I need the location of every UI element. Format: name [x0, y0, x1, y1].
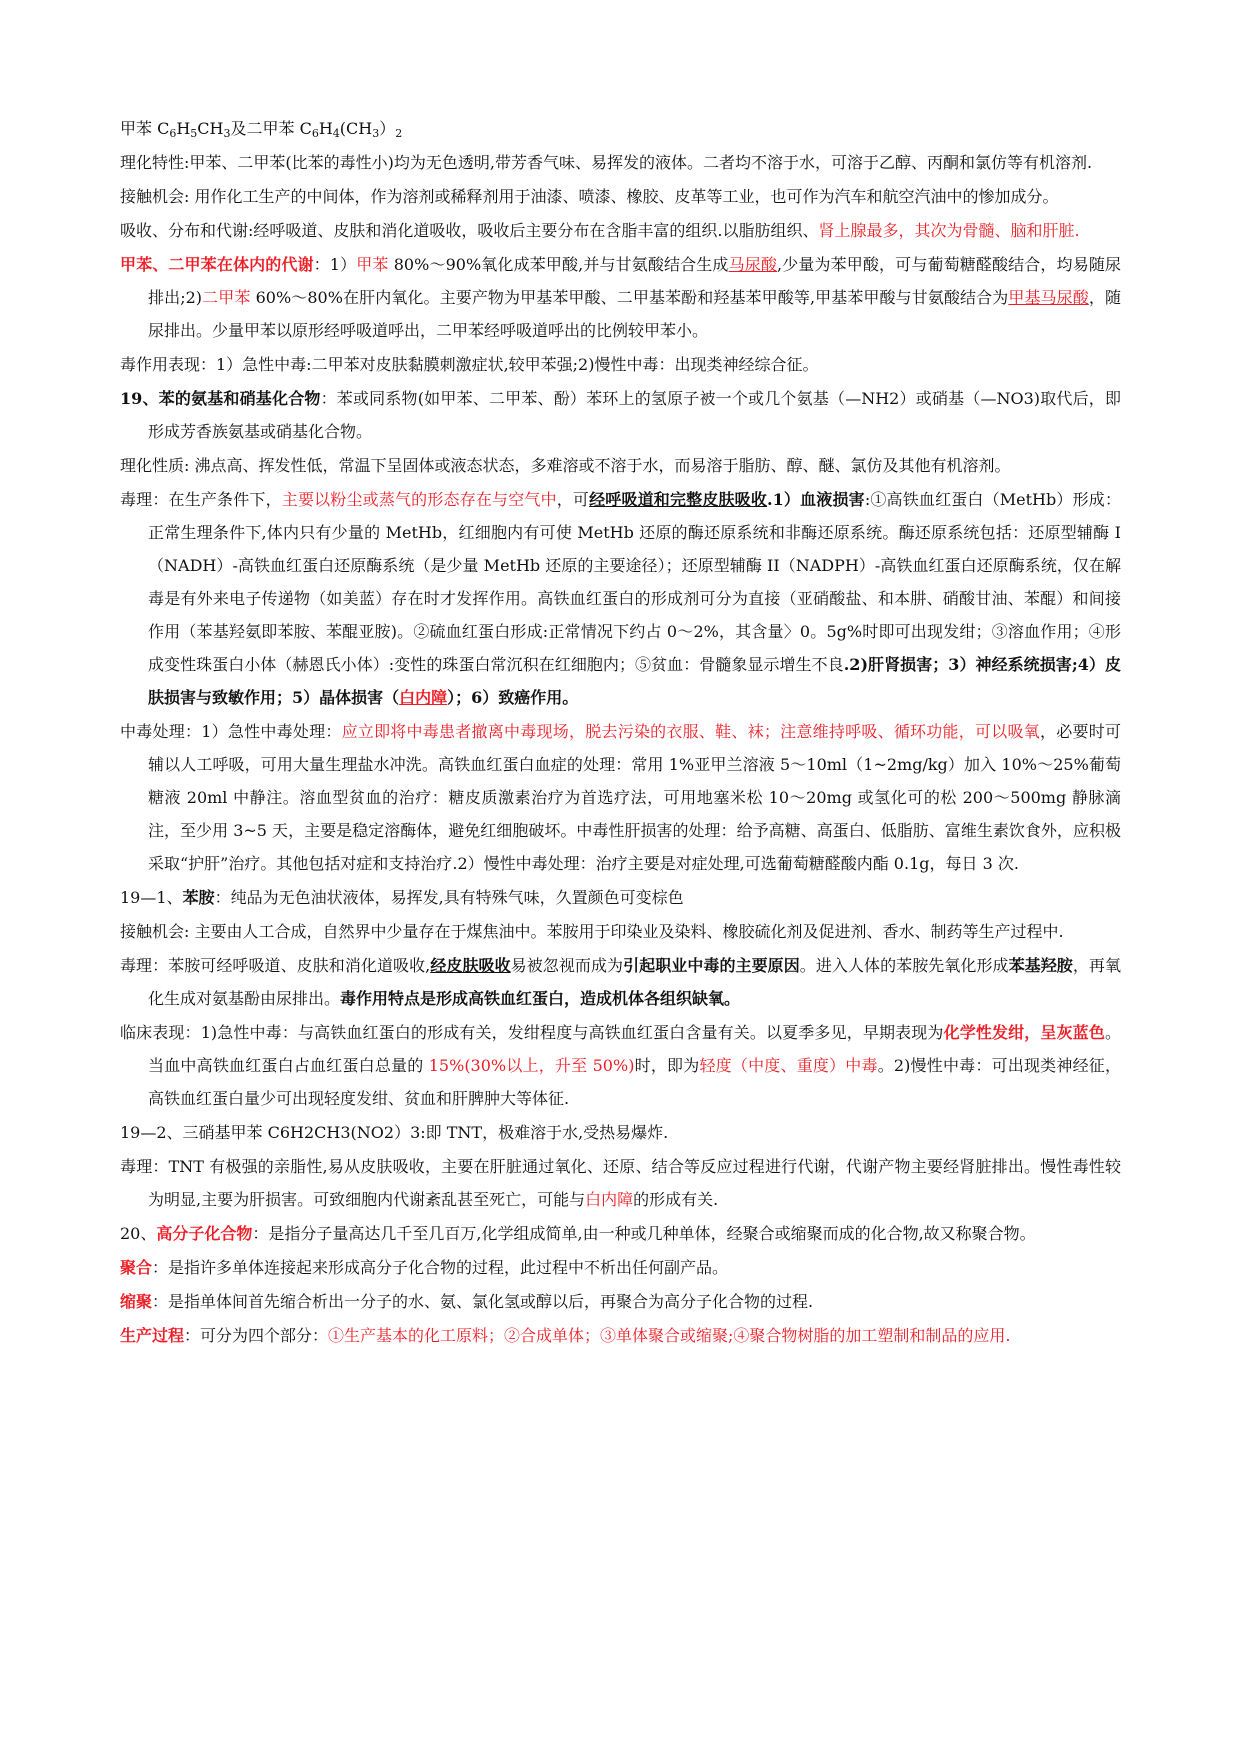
paragraph-p08 [120, 449, 1121, 482]
text-run: 苯基羟胺 [1008, 956, 1073, 975]
text-run: 引起职业中毒的主要原因 [623, 956, 800, 975]
subscript-text: 4 [332, 127, 340, 140]
text-run: 80%～90%氧化成苯甲酸,并与甘氨酸结合生成 [388, 255, 729, 274]
highlighted-text: 15%(30%以上，升至 50%) [428, 1056, 635, 1075]
highlighted-text: 聚合 [120, 1258, 153, 1277]
paragraph-p12 [120, 915, 1121, 948]
text-run: 经呼吸道和完整皮肤吸收 [589, 490, 768, 509]
text-run: 接触机会: 用作化工生产的中间体，作为溶剂或稀释剂用于油漆、喷漆、橡胶、皮革等工业，也可作为汽车和航空汽油中的惨加成分。 [120, 187, 1059, 206]
text-run: 临床表现：1)急性中毒：与高铁血红蛋白的形成有关，发绀程度与高铁血红蛋白含量有关。以夏季多见，早期表现为 [120, 1023, 944, 1042]
subscript-text: 3 [223, 127, 231, 140]
text-run: 苯胺 [182, 888, 215, 907]
highlighted-text: 缩聚 [120, 1292, 153, 1311]
text-run: 19、苯的氨基和硝基化合物 [120, 389, 321, 408]
text-run: .2)肝肾损害；3）神经系统损害;4）皮肤损害与致敏作用；5）晶体损害（ [148, 655, 1121, 707]
highlighted-text: 二甲苯 [202, 288, 251, 307]
highlighted-text: 白内障 [585, 1190, 634, 1209]
text-run: (CH [339, 119, 373, 138]
text-run: ：是指分子量高达几千至几百万,化学组成简单,由一种或几种单体，经聚合或缩聚而成的化合物,故又称聚合物。 [252, 1224, 1036, 1243]
text-run: ，必要时可辅以人工呼吸，可用大量生理盐水冲洗。高铁血红蛋白血症的处理：常用 1%亚甲兰溶液 5～10ml（1~2mg/kg）加入 10%～25%葡萄糖液 20ml 中静注。溶血型贫血的治疗：糖皮质激素治疗为首选疗法，可用地塞米松 10～20mg 或氢化可的松 200～500mg 静脉滴注，至少用 3~5 天，主要是稳定溶酶体，避免红细胞破坏。中毒性肝损害的处理：给予高糖、高蛋白、低脂肪、富维生素饮食外，应积极采取“护肝”治疗。其他包括对症和支持治疗.2）慢性中毒处理：治疗主要是对症处理,可选葡萄糖醛酸内酯 0.1g，每日 3 次. [148, 722, 1121, 873]
paragraph-p18 [120, 1251, 1121, 1284]
highlighted-text: 马尿酸 [728, 255, 777, 274]
text-run: ：是指单体间首先缩合析出一分子的水、氨、氯化氢或醇以后，再聚合为高分子化合物的过程. [152, 1292, 814, 1311]
paragraph-p13 [120, 949, 1121, 1015]
highlighted-text: 肾上腺最多，其次为骨髓、脑和肝脏. [818, 221, 1080, 240]
highlighted-text: 白内障 [399, 688, 448, 707]
text-run: 经皮肤吸收 [430, 956, 511, 975]
paragraph-p03 [120, 180, 1121, 213]
highlighted-text: 甲苯 [356, 255, 389, 274]
text-run: 时，即为 [634, 1056, 700, 1075]
paragraph-p02 [120, 146, 1121, 179]
text-run: 中毒处理：1）急性中毒处理： [120, 722, 342, 741]
text-run: 60%～80%在肝内氧化。主要产物为甲基苯甲酸、二甲基苯酚和羟基苯甲酸等,甲基苯甲酸与甘氨酸结合为 [250, 288, 1009, 307]
text-run: :①高铁血红蛋白（MetHb）形成：正常生理条件下,体内只有少量的 MetHb，红细胞内有可使 MetHb 还原的酶还原系统和非酶还原系统。酶还原系统包括：还原型辅酶 I（NADH）-高铁血红蛋白还原酶系统（是少量 MetHb 还原的主要途径）；还原型辅酶 II（NADPH）-高铁血红蛋白还原酶系统，仅在解毒是有外来电子传递物（如美蓝）存在时才发挥作用。高铁血红蛋白的形成剂可分为直接（亚硝酸盐、和本肼、硝酸甘油、苯醌）和间接作用（苯基羟氨即苯胺、苯醌亚胺)。②硫血红蛋白形成:正常情况下约占 0～2%，其含量〉0。5g%时即可出现发绀；③溶血作用；④形成变性珠蛋白小体（赫恩氏小体）:变性的珠蛋白常沉积在红细胞内；⑤贫血：骨髓象显示增生不良 [148, 490, 1121, 674]
text-run: 19—2、三硝基甲苯 C6H2CH3(NO2）3:即 TNT，极难溶于水,受热易爆炸. [120, 1123, 669, 1142]
text-run: 。进入人体的苯胺先氧化形成 [799, 956, 1009, 975]
highlighted-text: 甲苯、二甲苯在体内的代谢 [120, 255, 314, 274]
text-run: ） [379, 119, 396, 138]
paragraph-p09 [120, 483, 1121, 714]
text-run: ：1） [313, 255, 357, 274]
text-run: 及二甲苯 C [230, 119, 312, 138]
subscript-text: 3 [372, 127, 380, 140]
text-run: 19—1、 [120, 888, 183, 907]
subscript-text: 6 [169, 127, 177, 140]
text-run: 接触机会: 主要由人工合成，自然界中少量存在于煤焦油中。苯胺用于印染业及染料、橡胶硫化剂及促进剂、香水、制药等生产过程中. [120, 922, 1064, 941]
paragraph-p17 [120, 1217, 1121, 1250]
text-run: ，随尿排出。少量甲苯以原形经呼吸道呼出，二甲苯经呼吸道呼出的比例较甲苯小。 [148, 288, 1121, 340]
paragraph-p01 [120, 112, 1121, 145]
highlighted-text: 应立即将中毒患者撤离中毒现场，脱去污染的衣服、鞋、袜；注意维持呼吸、循环功能，可以吸氧 [341, 722, 1040, 741]
text-run: ：苯或同系物(如甲苯、二甲苯、酚）苯环上的氢原子被一个或几个氨基（—NH2）或硝基（—NO3)取代后，即形成芳香族氨基或硝基化合物。 [148, 389, 1121, 441]
paragraph-p15 [120, 1116, 1121, 1149]
paragraph-p16 [120, 1150, 1121, 1216]
highlighted-text: 甲基马尿酸 [1008, 288, 1089, 307]
text-run: 理化性质: 沸点高、挥发性低，常温下呈固体或液态状态，多难溶或不溶于水，而易溶于脂肪、醇、醚、氯仿及其他有机溶剂。 [120, 456, 1011, 475]
text-run: 吸收、分布和代谢:经呼吸道、皮肤和消化道吸收，吸收后主要分布在含脂丰富的组织.以脂肪组织、 [120, 221, 819, 240]
text-run: H [176, 119, 191, 138]
paragraph-p10 [120, 715, 1121, 880]
paragraph-p06 [120, 348, 1121, 381]
text-run: 毒理：苯胺可经呼吸道、皮肤和消化道吸收, [120, 956, 431, 975]
subscript-text: 6 [311, 127, 319, 140]
text-run: ：纯品为无色油状液体，易挥发,具有特殊气味，久置颜色可变棕色 [214, 888, 684, 907]
text-run: 毒理：在生产条件下， [120, 490, 282, 509]
highlighted-text: 轻度（中度、重度）中毒 [699, 1056, 878, 1075]
text-run: CH [197, 119, 224, 138]
paragraph-p04 [120, 214, 1121, 247]
paragraph-p11 [120, 881, 1121, 914]
paragraph-p07 [120, 382, 1121, 448]
subscript-text: 5 [190, 127, 198, 140]
highlighted-text: 生产过程 [120, 1326, 185, 1345]
text-run: 20、 [120, 1224, 157, 1243]
text-run: 。当血中高铁血红蛋白占血红蛋白总量的 [148, 1023, 1121, 1075]
text-run: 甲苯 C [120, 119, 170, 138]
text-run: H [318, 119, 333, 138]
highlighted-text: ①生产基本的化工原料；②合成单体；③单体聚合或缩聚;④聚合物树脂的加工塑制和制品的应用. [328, 1326, 1011, 1345]
text-run: ，再氧化生成对氨基酚由尿排出。 [148, 956, 1121, 1008]
highlighted-text: 化学性发绀，呈灰蓝色 [943, 1023, 1105, 1042]
text-run: 。2)慢性中毒：可出现类神经征，高铁血红蛋白量少可出现轻度发绀、贫血和肝脾肿大等体征. [148, 1056, 1121, 1108]
text-run: 易被忽视而成为 [510, 956, 624, 975]
text-run: ：是指许多单体连接起来形成高分子化合物的过程，此过程中不析出任何副产品。 [152, 1258, 729, 1277]
highlighted-text: 高分子化合物 [156, 1224, 253, 1243]
text-run: ,少量为苯甲酸，可与葡萄糖醛酸结合，均易随尿排出;2) [148, 255, 1121, 307]
text-run: ，可 [556, 490, 590, 509]
text-run: 理化特性:甲苯、二甲苯(比苯的毒性小)均为无色透明,带芳香气味、易挥发的液体。二者均不溶于水，可溶于乙醇、丙酮和氯仿等有机溶剂. [120, 153, 1093, 172]
text-run: 毒作用表现：1）急性中毒:二甲苯对皮肤黏膜刺激症状,较甲苯强;2)慢性中毒：出现类神经综合征。 [120, 355, 819, 374]
highlighted-text: 主要以粉尘或蒸气的形态存在与空气中 [281, 490, 557, 509]
text-run: .1）血液损害 [767, 490, 865, 509]
paragraph-p14 [120, 1016, 1121, 1115]
paragraph-p05 [120, 248, 1121, 347]
text-run: ）；6）致癌作用。 [447, 688, 579, 707]
text-run: 的形成有关. [633, 1190, 719, 1209]
paragraph-p19 [120, 1285, 1121, 1318]
text-run: ：可分为四个部分： [184, 1326, 329, 1345]
paragraph-p20 [120, 1319, 1121, 1352]
text-run: 毒理：TNT 有极强的亲脂性,易从皮肤吸收，主要在肝脏通过氧化、还原、结合等反应过程进行代谢，代谢产物主要经肾脏排出。慢性毒性较为明显,主要为肝损害。可致细胞内代谢紊乱甚至死亡，可能与 [120, 1157, 1121, 1209]
subscript-text: 2 [395, 127, 403, 140]
text-run: 毒作用特点是形成高铁血红蛋白，造成机体各组织缺氧。 [340, 989, 741, 1008]
